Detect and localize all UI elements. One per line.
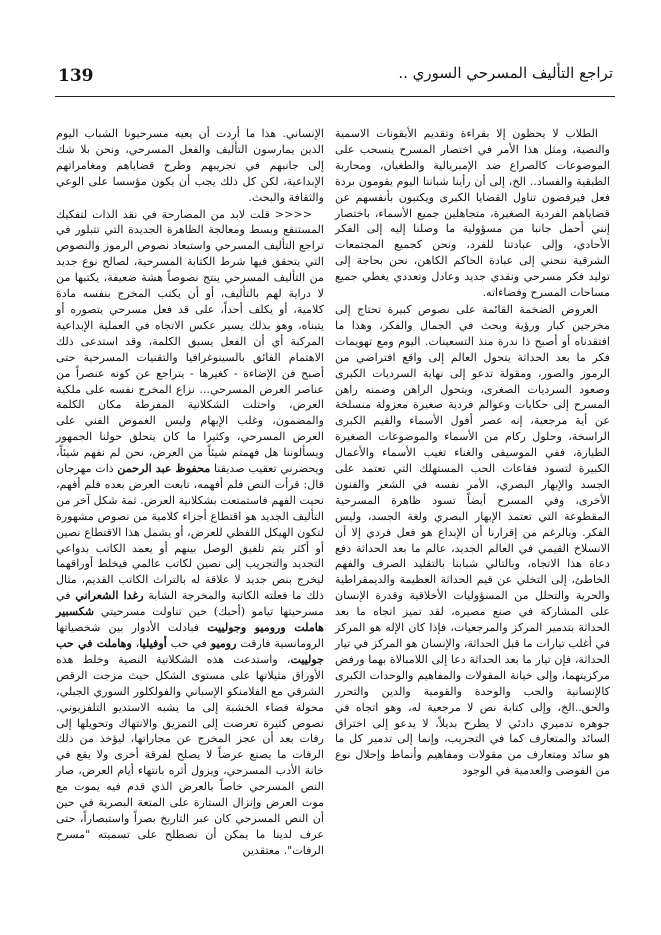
text-run: ذات مهرجان قال: قرأت النص فلم أفهمه، تابعت العرض بعده فلم أفهم، نحيت الفهم فاستمتعت بشكلانية العرض. ثمة شكل آخر من التأليف الجديد هو اقتطاع أجزاء كلامية من نصوص مشهورة لتكون الهيكل اللفظي للعرض، أو يشمل هذا الاقتطاع نصين أو أكثر يتم تلفيق الوصل بينهم أو يعمد الكاتب بدواعي التجديد والتجريب إلى نصين لكاتب عالمي فيخلط أوراقهما ليخرج بنص جديد لا علاقة له بالتراث الكاتب القديم، مثال ذلك ما فعلته الكاتبة والمخرجة الشابة [56, 462, 324, 603]
text-run: الإنساني. هذا ما أردت أن يعيه مسرحيونا الشباب اليوم الذين يمارسون التأليف والفعل المسرحي، ونحن بلا شك إلى جانبهم في تجريبهم وطرح قضاياهم ومغامراتهم الإبداعية، لكن كل ذلك يجب أن يكون مؤسسا على الوعي والثقافة والبحث. [56, 127, 324, 204]
bold-name: وهاملت في حب جولييت [56, 637, 324, 666]
header-rule [55, 96, 615, 97]
text-run: ، واستدعت هذه الشكلانية النصية وخلط هذه الأوراق مثيلاتها على مستوى الشكل حيث مزجت الرقص الشرقي مع الفلامنكو الإسباني والفولكلور السوري الجبلي، محولة فضاء الخشبة إلى ما يشبه الاستديو التلفزيوني. نصوص كثيرة تعرضت إلى التمزيق والانتهاك وتحويلها إلى رفات بعد أن عجز المخرج عن مجاراتها، ليؤخذ من ذلك الرفات ما يصنع عرضاً لا يصلح لفرقة أخرى ولا يقع في خانة الأدب المسرحي، ويزول أثره بانتهاء أيام العرض، صار النص المسرحي خاصاً بالعرض الذي قدم فيه يموت مع موت العرض وإنزال الستارة على المتعة البصرية في حين أن النص المسرحي كان عبر التاريخ بصراً واستبصاراً، حتى عرف لدينا ما يمكن أن نصطلح على تسميته "مسرح الرفات". معتقدين [56, 652, 324, 857]
paragraph [335, 302, 610, 779]
bold-name: أوفيليا [139, 637, 167, 650]
running-title: تراجع التأليف المسرحي السوري .. [398, 64, 613, 82]
text-run: <<<< قلت لابد من المصارحة في نقد الذات لتفكيك المستنقع وبسط ومعالجة الظاهرة الجديدة التي تتبلور في تراجع التأليف المسرحي واستبعاد نصوص الرموز والنصوص التي يتحقق فيها شرط الكتابة المسرحية، لصالح نوع جديد من التأليف المسرحي ينتج نصوصاً هشة ضعيفة، يكتبها من لا دراية لهم بالتأليف، أو أن يكتب المخرج بنفسه مادة كلامية، أو يكلف أحداً، على قد فعل مسرحي يتصوره أو يتبناه، وهو بذلك يسير عكس الاتجاه في العملية الإبداعية المركبة أي أن الفعل يسبق الكلمة، وقد استدعى ذلك الاهتمام الفائق بالسينوغرافيا والتقنيات المسرحية حتى أصبح فن الإضاءة - كغيرها - يتراجع عن كونه عنصراً من عناصر العرض المسرحي... نزاع المخرج نفسه على ملكية العرض، واحتلت الشكلانية المفرطة مكان الكلمة والمضمون، وغلب الإبهام وليس الغموض الفني على العرض المسرحي، وكثيرا ما كان يتحلق حولنا الجمهور ويسألوننا هل فهمتم شيئاً من العرض، نحن لم نفهم شيئاً، ويحضرني تعقيب صديقنا [56, 207, 324, 476]
text-run: العروض الضخمة القائمة على نصوص كبيرة تحتاج إلى مخرجين كبار ورؤية وبحث في الجمال والفكر، وهذا ما افتقدناه أو أصبح ذا ندرة منذ التسعينات. اليوم ومع تهويمات فكر ما بعد الحداثة يتحول العالم إلى واقع افتراضي من الرموز والصور، ومقولة تدعو إلى نهاية السرديات الكبرى وصعود السرديات الصغرى، ويتحول الراهن وضمنه راهن المسرح إلى حكايات وعوالم فردية صغيرة معزولة منسلخة عن أية مرجعية، إنه عصر أفول الأسماء والقيم الكبرى الراسخة، وحلول ركام من الأسماء والموضوعات الصغيرة الطيارة، ففي الموسيقى والغناء تغيب الأسماء والأعمال الكبيرة لتسود فقاعات الحب المستهلك التي تعتمد على الجسد والإبهار البصري، الأمر نفسه في الشعر والفنون الأخرى، وفي المسرح أيضاً تسود ظاهرة المسرحية المقطوعة التي تعتمد الإبهار البصري ولغة الجسد، وليس الفكر. وبالرغم من إقرارنا أن الإبداع هو فعل فردي إلا أن الانسلاخ القيمي في العالم الجديد، عالم ما بعد الحداثة دفع دعاة هذا الاتجاه، وبالتالي شبابنا بالتقليد الصرف والفهم الخاطئ، إلى التخلي عن قيم الحداثة العظيمة والديمقراطية والحرية والتحلل من المسؤوليات الأخلاقية وقدرة الإنسان على المشاركة في صنع مصيره، لقد تميز اتجاه ما بعد الحداثة بتدمير المركز والمرجعيات، فإذا كان الإله هو المركز في أغلب تيارات ما قبل الحداثة، والإنسان هو المركز في تيار الحداثة، فإن تيار ما بعد الحداثة دعا إلى اللامبالاة بهما ورفض مركزيتهما، وإلى خيانة المقولات والمفاهيم والوحدات الكبرى كالإنسانية والحب والوحدة والقومية والدين والتحرر والحق..الخ، وإلى كتابة نص لا مرجعية له، وهو اتجاه في جوهره تدميري دادئي لا يطرح بديلاً، لا يدعو إلى اختراق السائد والمتعارف كما في التجريب، وإنما إلى تدمير كل ما هو سائد ومتعارف من مقولات ومفاهيم وأنماط وإحلال نوع من الفوضى والعدمية في الوجود [335, 302, 610, 778]
paragraph [335, 126, 610, 301]
bold-name: شكسبير هاملت وروميو وجولييت [56, 605, 324, 635]
bold-name: روميو [210, 637, 237, 650]
text-run: في حب [166, 637, 211, 650]
right-column [335, 126, 610, 780]
text-run: الطلاب لا يحظون إلا بقراءة وتقديم الأيقونات الاسمية والنصية، ومثل هذا الأمر في اختصار المسرح ينسحب على الموضوعات كالصراع ضد الإمبريالية والطغيان، ومحاربة الطبقية والفساد.. الخ، إلى أن رأينا شباننا اليوم يقومون بردة فعل فيرفضون تناول القضايا الكبرى ويكتبون بأنفسهم عن قضاياهم الفردية الصغيرة، متجاهلين جميع الأسماء، باختصار إنني أحمل جانبا من مسؤولية ما وصلنا إليه إلى الفكر الأحادي، وإلى عبادتنا للفرد، ونحن كجميع المجتمعات الشرقية ننحني إلى عبادة الحاكم الكاهن، نحن بحاجة إلى توليد فكر مسرحي ونقدي جديد وعادل وتعددي يغطي جميع مساحات المسرح وفضاءاته. [335, 127, 610, 300]
text-run: في مسرحيتها تيامو (أحبك) حين تناولت مسرحيتي [56, 589, 324, 619]
left-column [56, 126, 324, 860]
text-run: ، [131, 637, 140, 650]
text-run: فبادلت الأدوار بين شخصياتها الرومانسية فارقت [56, 621, 325, 650]
paragraph [56, 126, 324, 206]
bold-name: رغدا الشعراني [75, 589, 144, 603]
page-number: 139 [58, 66, 94, 86]
paragraph [56, 207, 324, 859]
bold-name: محفوظ عبد الرحمن [117, 462, 211, 476]
